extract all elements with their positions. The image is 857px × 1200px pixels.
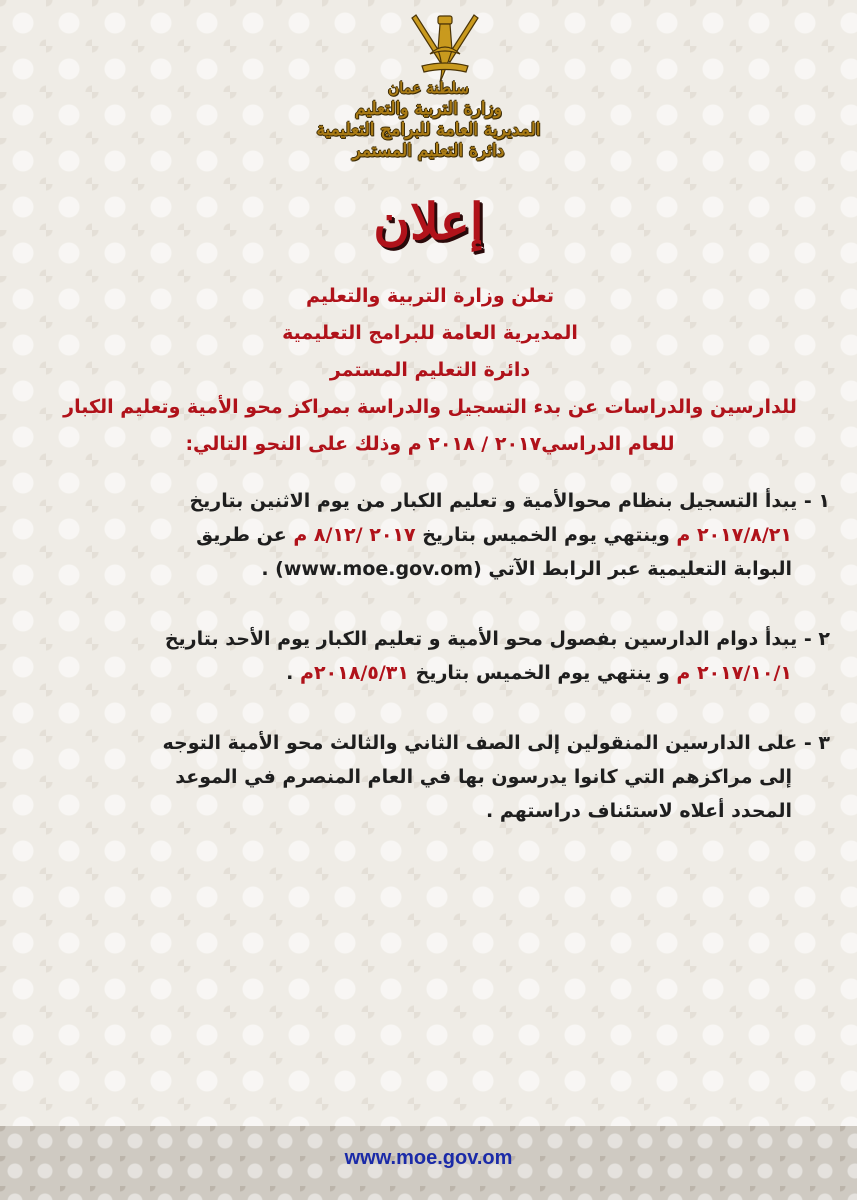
ministry-header — [0, 78, 857, 162]
item-registration — [30, 484, 830, 586]
registration-end-date: ٢٠١٧ /٨/١٢ م — [293, 524, 416, 546]
item-text: البوابة التعليمية عبر الرابط الآتي ( — [473, 558, 792, 580]
item-text: وينتهي يوم الخميس بتاريخ — [422, 524, 670, 546]
item-transferred-students — [30, 726, 830, 828]
item-text: المحدد أعلاه لاستئناف دراستهم . — [485, 800, 792, 822]
item-attendance — [30, 622, 830, 690]
intro-line: للدارسين والدراسات عن بدء التسجيل والدراسة بمراكز محو الأمية وتعليم الكبار — [63, 396, 797, 418]
intro-line: المديرية العامة للبرامج التعليمية — [282, 322, 578, 344]
item-text: عن طريق — [196, 524, 287, 546]
registration-start-date: ٢٠١٧/٨/٢١ م — [676, 524, 792, 546]
item-text: ١ - يبدأ التسجيل بنظام محوالأمية و تعليم الكبار من يوم الاثنين بتاريخ — [189, 490, 830, 512]
portal-link[interactable]: www.moe.gov.om — [283, 558, 474, 580]
intro-block — [20, 278, 840, 463]
item-text: و ينتهي يوم الخميس بتاريخ — [415, 662, 670, 684]
item-text: . — [286, 662, 294, 684]
header-line-sultanate: سلطنة عمان — [388, 79, 469, 97]
item-text-row — [30, 518, 830, 552]
header-line-ministry: وزارة التربية والتعليم — [355, 99, 502, 119]
announcement-items — [30, 484, 830, 864]
intro-line: دائرة التعليم المستمر — [329, 359, 531, 381]
item-text: ) . — [261, 558, 284, 580]
footer-website-link[interactable]: www.moe.gov.om — [344, 1147, 513, 1169]
item-text: ٢ - يبدأ دوام الدارسين بفصول محو الأمية و تعليم الكبار يوم الأحد بتاريخ — [164, 628, 830, 650]
header-line-department: دائرة التعليم المستمر — [352, 141, 505, 161]
item-text-row — [30, 552, 830, 586]
item-text-row — [30, 656, 830, 690]
item-text: ٣ - على الدارسين المنقولين إلى الصف الثاني والثالث محو الأمية التوجه — [162, 732, 830, 754]
attendance-end-date: ٢٠١٨/٥/٣١م — [300, 662, 409, 684]
announcement-title: إعلان — [373, 192, 484, 251]
attendance-start-date: ٢٠١٧/١٠/١ م — [676, 662, 792, 684]
item-text: إلى مراكزهم التي كانوا يدرسون بها في العام المنصرم في الموعد — [175, 766, 792, 788]
intro-line: للعام الدراسي٢٠١٧ / ٢٠١٨ م وذلك على النحو التالي: — [185, 433, 675, 455]
intro-line: تعلن وزارة التربية والتعليم — [306, 285, 554, 307]
header-line-directorate: المديرية العامة للبرامج التعليمية — [316, 120, 541, 140]
